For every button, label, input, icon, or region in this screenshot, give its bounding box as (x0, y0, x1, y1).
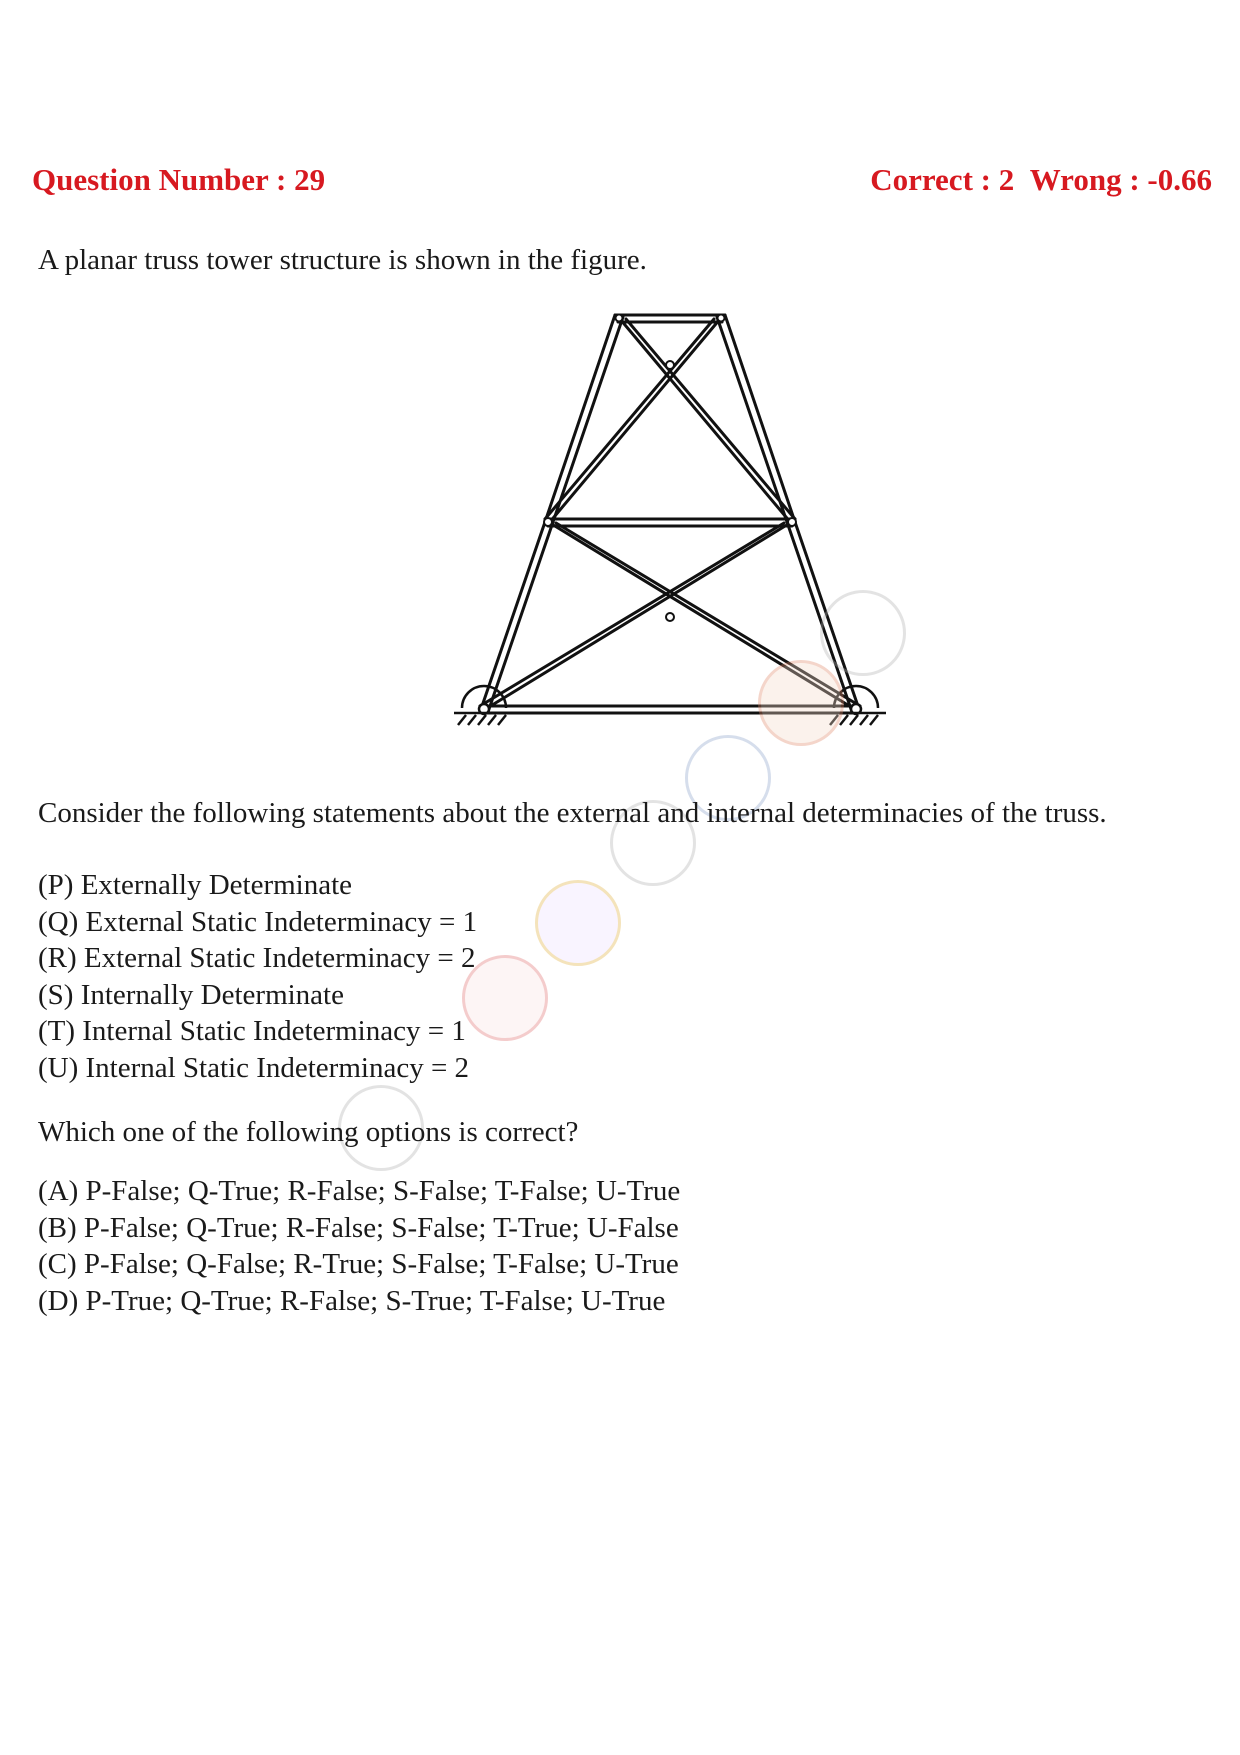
question-intro: A planar truss tower structure is shown in the figure. (38, 244, 647, 276)
statement-t: (T) Internal Static Indeterminacy = 1 (38, 1015, 466, 1047)
correct-marks: Correct : 2 (870, 162, 1015, 197)
question-number: Question Number : 29 (32, 162, 326, 197)
statement-r: (R) External Static Indeterminacy = 2 (38, 942, 476, 974)
statement-p: (P) Externally Determinate (38, 869, 353, 901)
wrong-marks: Wrong : -0.66 (1029, 162, 1212, 197)
truss-right-leg (725, 315, 795, 522)
watermark-seal (758, 660, 844, 746)
option-list (38, 1173, 680, 1319)
statement-q: (Q) External Static Indeterminacy = 1 (38, 905, 478, 938)
truss-upper-diagonal (620, 319, 791, 523)
watermark-seal (820, 590, 906, 676)
option-d: (D) P-True; Q-True; R-False; S-True; T-False; U-True (38, 1284, 666, 1317)
option-c: (C) P-False; Q-False; R-True; S-False; T-False; U-True (38, 1248, 679, 1280)
truss-left-leg (545, 315, 615, 522)
option-a: (A) P-False; Q-True; R-False; S-False; T-False; U-True (38, 1175, 681, 1207)
question-context: Consider the following statements about the external and internal determinacies of the truss. (38, 797, 1107, 829)
statement-s: (S) Internally Determinate (38, 978, 344, 1011)
truss-figure (440, 305, 920, 765)
option-b: (B) P-False; Q-True; R-False; S-False; T-True; U-False (38, 1211, 679, 1244)
statement-u: (U) Internal Static Indeterminacy = 2 (38, 1051, 470, 1084)
watermark-seal (535, 880, 621, 966)
truss-joint (666, 361, 674, 369)
statement-list (38, 867, 477, 1086)
marks-info (870, 162, 1212, 198)
question-prompt: Which one of the following options is correct? (38, 1116, 579, 1148)
